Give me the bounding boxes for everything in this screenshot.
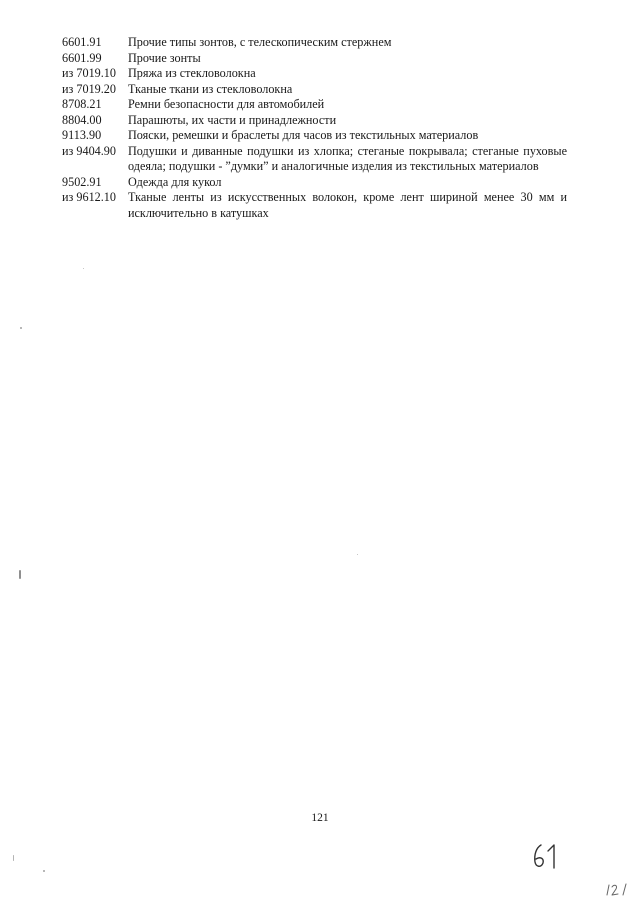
handwritten-page-number-mark [530,842,562,870]
tariff-description: Прочие типы зонтов, с телескопическим стержнем [128,35,392,49]
list-item [62,175,567,191]
scan-speck [20,327,22,329]
handwritten-corner-number-mark [603,882,631,898]
tariff-code: 9502.91 [62,174,102,189]
tariff-description: Пояски, ремешки и браслеты для часов из текстильных материалов [128,128,479,142]
tariff-code-list [62,35,567,221]
scan-speck [13,855,14,861]
tariff-code: 6601.91 [62,35,102,49]
list-item [62,82,567,98]
tariff-code: 8708.21 [62,97,102,111]
tariff-code: 9113.90 [62,128,102,142]
list-item [62,128,567,144]
tariff-code: из 9612.10 [62,190,116,204]
page-number: 121 [311,812,329,824]
list-item [62,51,567,67]
list-item [62,190,567,221]
tariff-description: Тканые ленты из искусственных волокон, кроме лент шириной менее 30 мм и исключительно в катушках [128,190,567,220]
tariff-description: Тканые ткани из стекловолокна [128,81,293,96]
list-item [62,35,567,51]
tariff-description: Подушки и диванные подушки из хлопка; стеганые покрывала; стеганые пуховые одеяла; подушки - ”думки” и аналогичные изделия из текстильных материалов [128,143,567,173]
scan-speck [357,554,358,555]
list-item [62,97,567,113]
tariff-code: из 7019.20 [62,81,116,96]
scan-speck [19,570,21,579]
tariff-code: из 9404.90 [62,143,116,158]
tariff-description: Прочие зонты [128,50,201,65]
list-item [62,66,567,82]
tariff-description: Одежда для кукол [128,174,222,189]
tariff-code: из 7019.10 [62,66,116,80]
tariff-code: 6601.99 [62,50,102,65]
list-item [62,144,567,175]
scan-speck [43,870,45,872]
tariff-description: Парашюты, их части и принадлежности [128,112,337,127]
list-item [62,113,567,129]
tariff-description: Ремни безопасности для автомобилей [128,97,325,111]
tariff-description: Пряжа из стекловолокна [128,66,256,80]
scan-speck [83,268,84,269]
tariff-code: 8804.00 [62,112,102,127]
